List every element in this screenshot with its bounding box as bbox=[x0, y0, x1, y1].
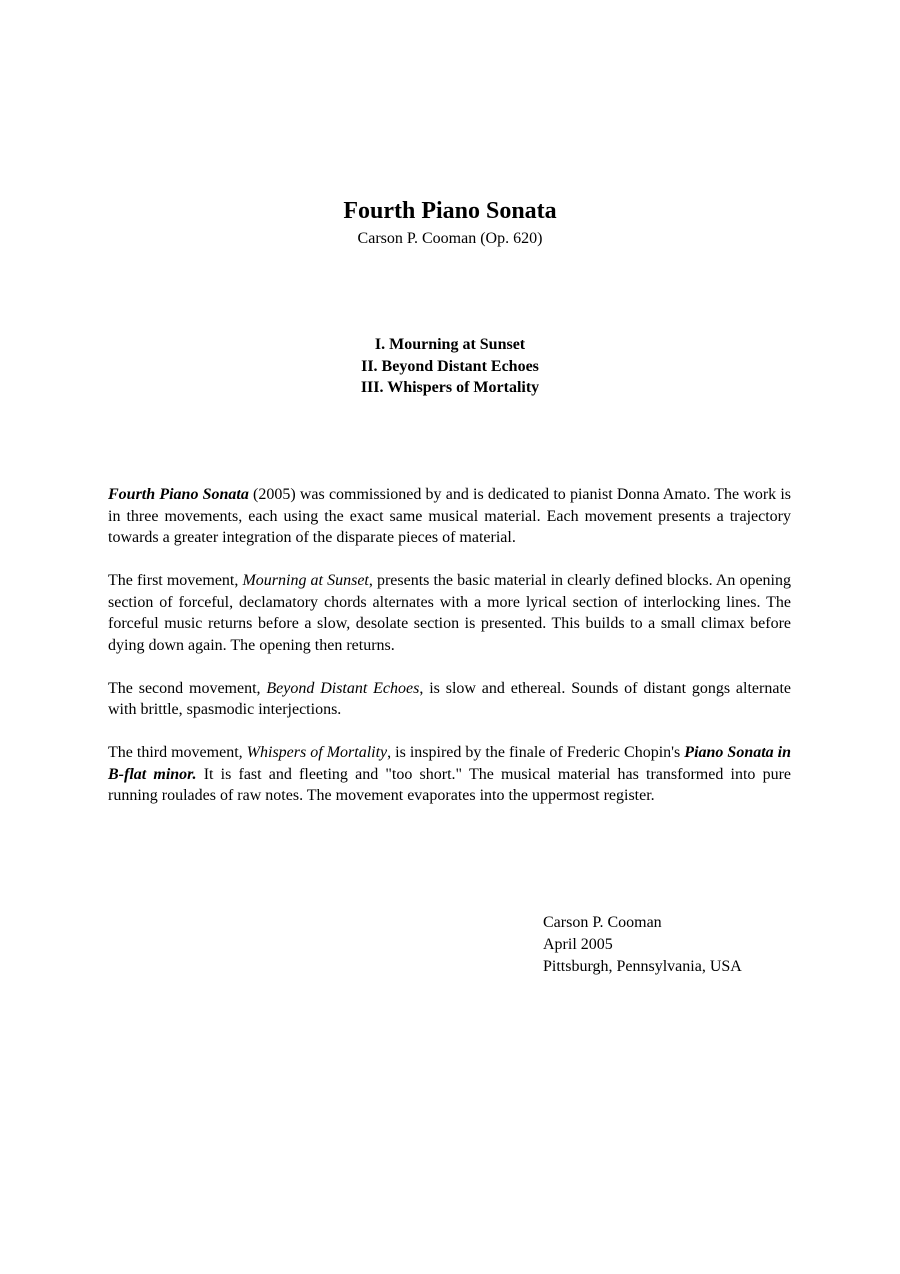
work-title-emphasis: Fourth Piano Sonata bbox=[108, 486, 249, 503]
signature-date: April 2005 bbox=[543, 936, 613, 953]
paragraph-intro bbox=[108, 484, 791, 549]
work-title-emphasis: Piano Sonata in B-flat minor. bbox=[108, 744, 792, 783]
movement-title-emphasis: Beyond Distant Echoes bbox=[266, 679, 420, 697]
paragraph-text: , is inspired by the finale of Frederic Chopin's bbox=[387, 744, 685, 761]
paragraph-third-movement bbox=[108, 742, 791, 807]
paragraph-second-movement bbox=[108, 678, 791, 721]
signature-place: Pittsburgh, Pennsylvania, USA bbox=[543, 958, 742, 975]
movement-list bbox=[0, 334, 900, 399]
paragraph-text: The first movement, bbox=[108, 572, 243, 589]
paragraph-text: , presents the basic material in clearly defined blocks. An opening section of forceful, declamatory chords alternates with a more lyrical section of interlocking lines. The forceful music returns before a slow, desolate section is presented. This builds to a small climax before dying down again. The opening then returns. bbox=[108, 572, 792, 654]
paragraph-first-movement bbox=[108, 570, 791, 656]
paragraph-text: It is fast and fleeting and "too short." The musical material has transformed into pure running roulades of raw notes. The movement evaporates into the uppermost register. bbox=[108, 765, 791, 804]
movement-item-3: III. Whispers of Mortality bbox=[360, 379, 540, 396]
signature-block bbox=[543, 912, 742, 978]
paragraph-text: , is slow and ethereal. Sounds of distant gongs alternate with brittle, spasmodic interjections. bbox=[108, 679, 791, 718]
composer-subtitle: Carson P. Cooman (Op. 620) bbox=[357, 230, 543, 247]
page-title: Fourth Piano Sonata bbox=[343, 198, 557, 224]
signature-name: Carson P. Cooman bbox=[543, 914, 662, 931]
movement-item-2: II. Beyond Distant Echoes bbox=[361, 357, 539, 375]
paragraph-text: The third movement, bbox=[108, 744, 247, 761]
movement-title-emphasis: Whispers of Mortality bbox=[246, 744, 388, 761]
paragraph-text: (2005) was commissioned by and is dedicated to pianist Donna Amato. The work is in three movements, each using the exact same musical material. Each movement presents a trajectory towards a greater integration of the disparate pieces of material. bbox=[108, 486, 791, 546]
program-notes bbox=[108, 484, 791, 828]
movement-item-1: I. Mourning at Sunset bbox=[374, 336, 526, 353]
movement-title-emphasis: Mourning at Sunset bbox=[242, 572, 369, 589]
paragraph-text: The second movement, bbox=[108, 679, 267, 697]
